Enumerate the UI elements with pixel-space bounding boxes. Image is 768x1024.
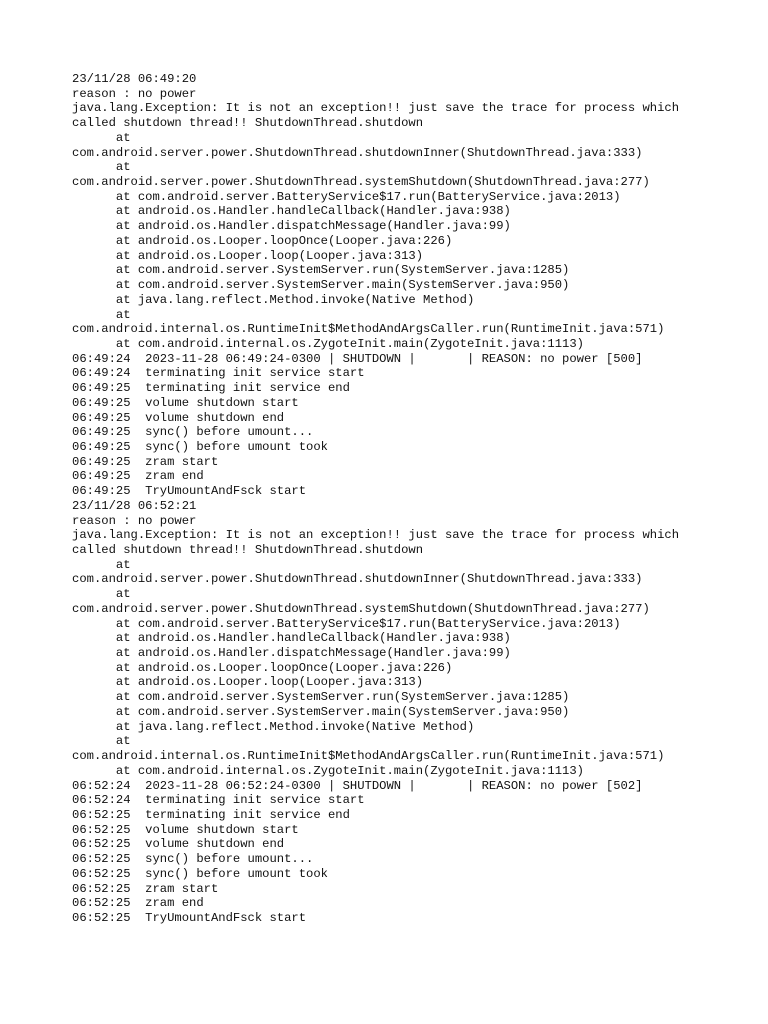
log-line: 06:52:25 zram end xyxy=(72,896,204,911)
log-line: 06:49:25 volume shutdown end xyxy=(72,410,285,425)
log-line: at com.android.internal.os.ZygoteInit.main(ZygoteInit.java:1113) xyxy=(72,763,584,778)
log-line: at java.lang.reflect.Method.invoke(Native Method) xyxy=(72,719,475,734)
log-line: 06:52:25 volume shutdown start xyxy=(72,822,299,837)
log-line: at android.os.Looper.loop(Looper.java:313) xyxy=(72,675,424,690)
log-line: 06:52:25 TryUmountAndFsck start xyxy=(72,910,307,925)
log-line: at android.os.Looper.loop(Looper.java:313) xyxy=(72,248,424,263)
log-line: 06:49:25 volume shutdown start xyxy=(72,395,299,410)
log-line: 06:52:24 2023-11-28 06:52:24-0300 | SHUTDOWN | | REASON: no power [502] xyxy=(72,778,643,793)
log-line: com.android.server.power.ShutdownThread.systemShutdown(ShutdownThread.java:277) xyxy=(72,601,650,616)
log-line: 06:49:25 TryUmountAndFsck start xyxy=(72,484,307,499)
log-line: at xyxy=(72,307,131,322)
log-line: 06:49:25 zram start xyxy=(72,454,219,469)
log-line: called shutdown thread!! ShutdownThread.shutdown xyxy=(72,116,424,131)
log-line: at com.android.server.SystemServer.main(SystemServer.java:950) xyxy=(72,704,570,719)
log-line: com.android.server.power.ShutdownThread.shutdownInner(ShutdownThread.java:333) xyxy=(72,145,643,160)
log-line: 06:52:25 sync() before umount took xyxy=(72,866,328,881)
log-line: at com.android.server.SystemServer.main(SystemServer.java:950) xyxy=(72,278,570,293)
log-line: 06:49:25 zram end xyxy=(72,469,204,484)
log-line: at android.os.Handler.dispatchMessage(Handler.java:99) xyxy=(72,646,511,661)
log-line: at android.os.Looper.loopOnce(Looper.java:226) xyxy=(72,660,453,675)
log-line: com.android.server.power.ShutdownThread.shutdownInner(ShutdownThread.java:333) xyxy=(72,572,643,587)
log-line: at com.android.server.BatteryService$17.run(BatteryService.java:2013) xyxy=(72,189,621,204)
log-line: 23/11/28 06:52:21 xyxy=(72,498,197,513)
log-line: 06:49:25 sync() before umount took xyxy=(72,439,328,454)
log-line: at com.android.server.SystemServer.run(SystemServer.java:1285) xyxy=(72,263,570,278)
log-line: at android.os.Handler.dispatchMessage(Handler.java:99) xyxy=(72,219,511,234)
log-line: 06:49:25 terminating init service end xyxy=(72,381,350,396)
log-line: 06:49:24 terminating init service start xyxy=(72,366,365,381)
log-line: at com.android.server.SystemServer.run(SystemServer.java:1285) xyxy=(72,690,570,705)
log-line: at xyxy=(72,587,131,602)
log-line: at java.lang.reflect.Method.invoke(Native Method) xyxy=(72,292,475,307)
log-line: com.android.server.power.ShutdownThread.systemShutdown(ShutdownThread.java:277) xyxy=(72,175,650,190)
log-line: 06:52:25 sync() before umount... xyxy=(72,852,314,867)
log-line: com.android.internal.os.RuntimeInit$MethodAndArgsCaller.run(RuntimeInit.java:571) xyxy=(72,749,665,764)
log-line: called shutdown thread!! ShutdownThread.shutdown xyxy=(72,543,424,557)
log-line: java.lang.Exception: It is not an exception!! just save the trace for process which xyxy=(72,101,680,116)
log-line: 23/11/28 06:49:20 xyxy=(72,72,197,86)
log-line: at xyxy=(72,557,131,572)
log-line: at com.android.server.BatteryService$17.run(BatteryService.java:2013) xyxy=(72,616,621,631)
log-line: 06:49:25 sync() before umount... xyxy=(72,425,314,440)
log-line: at android.os.Handler.handleCallback(Handler.java:938) xyxy=(72,204,511,219)
log-line: at xyxy=(72,734,131,749)
log-line: java.lang.Exception: It is not an exception!! just save the trace for process which xyxy=(72,528,680,543)
log-line: at android.os.Handler.handleCallback(Handler.java:938) xyxy=(72,631,511,646)
log-document xyxy=(72,72,732,926)
log-line: at com.android.internal.os.ZygoteInit.main(ZygoteInit.java:1113) xyxy=(72,336,584,351)
log-line: com.android.internal.os.RuntimeInit$MethodAndArgsCaller.run(RuntimeInit.java:571) xyxy=(72,322,665,337)
log-line: at android.os.Looper.loopOnce(Looper.java:226) xyxy=(72,233,453,248)
log-line: 06:49:24 2023-11-28 06:49:24-0300 | SHUTDOWN | | REASON: no power [500] xyxy=(72,351,643,366)
log-line: reason : no power xyxy=(72,86,197,101)
log-line: 06:52:25 zram start xyxy=(72,881,219,896)
log-line: 06:52:25 volume shutdown end xyxy=(72,837,285,852)
log-line: 06:52:25 terminating init service end xyxy=(72,807,350,822)
log-line: reason : no power xyxy=(72,513,197,528)
log-line: at xyxy=(72,130,131,145)
log-line: 06:52:24 terminating init service start xyxy=(72,793,365,808)
log-line: at xyxy=(72,160,131,175)
